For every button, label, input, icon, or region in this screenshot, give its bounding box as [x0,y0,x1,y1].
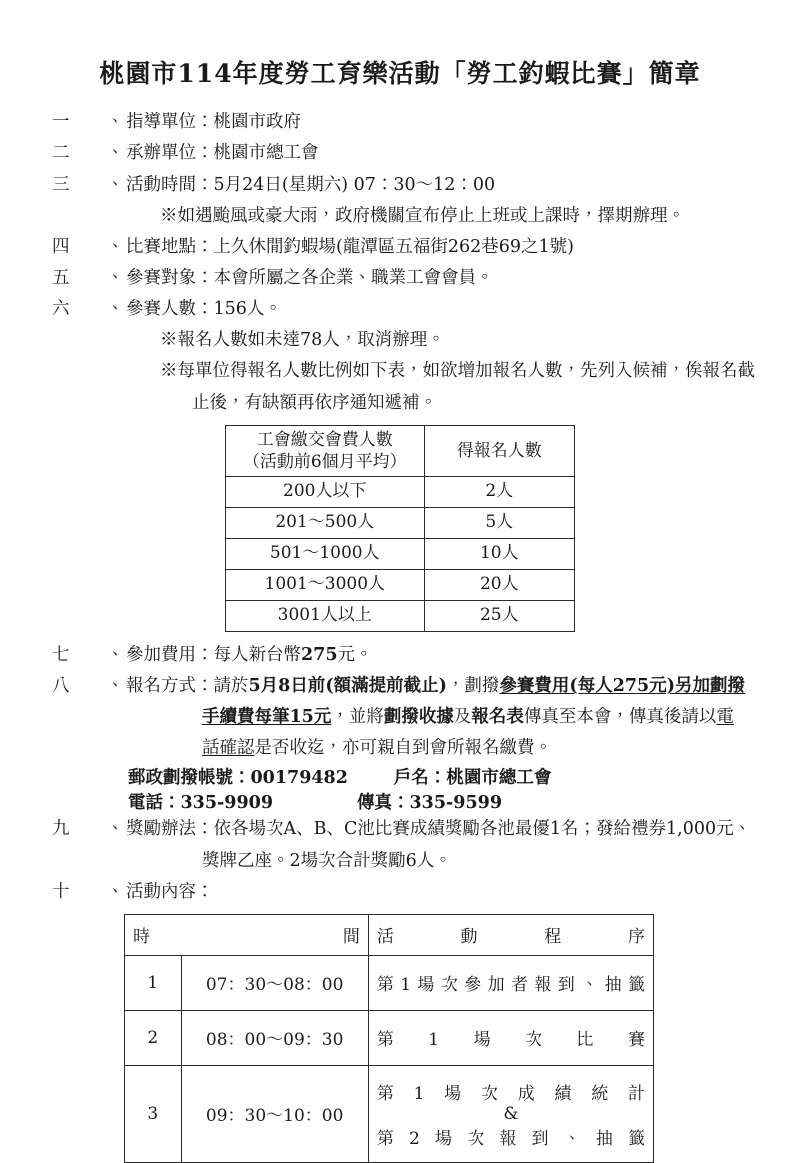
schedule-program-line: 第2場次報到、抽籤 [376,1128,645,1149]
quota-range-cell: 1001～3000人 [226,569,425,600]
item-6-participant-count [52,294,755,419]
item-8-l2-conj: 及 [453,707,472,728]
schedule-row-program [368,955,653,1010]
schedule-header-program [368,914,653,955]
item-9-number: 九、 [52,819,124,840]
item-6-text: 參賽人數：156人。 [126,299,282,320]
item-8-l1-transfer: ，劃撥 [446,675,500,696]
item-8-l3-confirm: 話確認 [202,738,255,759]
quota-header-line-2: （活動前6個月平均） [242,451,407,472]
table-row [226,569,575,600]
item-8-deadline: 5月8日前(額滿提前截止) [248,675,447,696]
table-header-row [125,914,654,955]
item-5-number: 五、 [52,267,124,288]
item-3-number: 三、 [52,174,124,195]
item-2-text: 承辦單位：桃園市總工會 [126,143,319,164]
schedule-program-line: 第1場次成績統計 [376,1083,645,1104]
item-8-receipt: 劃撥收據 [383,707,454,728]
schedule-header-time [125,914,369,955]
fax-value: 335-9599 [409,793,502,814]
postal-account-value: 00179482 [250,768,348,789]
item-4-number: 四、 [52,236,124,257]
item-9-line-1: 獎勵辦法：依各場次A、B、C池比賽成績獎勵各池最優1名；發給禮券1,000元、 [126,819,752,840]
table-row [226,538,575,569]
item-1-number: 一、 [52,112,124,133]
item-2-number: 二、 [52,143,124,164]
item-6-note-1: ※報名人數如未達78人，取消辦理。 [160,330,445,351]
quota-value-cell: 10人 [424,538,574,569]
item-5-participants [52,263,748,294]
quota-range-cell: 501～1000人 [226,538,425,569]
item-8-fee-emphasis: 參賽費用(每人275元)另加劃撥 [499,675,746,696]
item-10-program [52,877,748,908]
postal-account-label: 郵政劃撥帳號： [128,768,251,789]
table-row [125,1010,654,1065]
table-row [226,507,575,538]
schedule-program-line: 第1場次比賽 [376,1030,645,1051]
item-8-line-2 [202,702,748,733]
item-8-number: 八、 [52,675,124,696]
schedule-row-number: 2 [125,1010,182,1065]
item-9-line-2: 獎牌乙座。2場次合計獎勵6人。 [202,850,452,871]
table-row [125,955,654,1010]
item-8-l2-fax-to: 傳真至本會，傳真後請以 [523,707,717,728]
item-8-l3-rest: 是否收迄，亦可親自到會所報名繳費。 [254,738,552,759]
quota-value-cell: 20人 [424,569,574,600]
item-7-text [126,640,748,671]
schedule-header-program-label: 活動程序 [376,927,645,948]
item-9-awards [52,814,752,876]
item-8-registration-method [52,671,748,764]
schedule-row-number: 1 [125,955,182,1010]
quota-range-cell: 201～500人 [226,507,425,538]
item-8-label: 報名方式： [126,675,214,696]
phone-label: 電話： [128,793,181,814]
quota-range-cell: 200人以下 [226,476,425,507]
schedule-row-time: 07：30～08：00 [181,955,368,1010]
item-4-text: 比賽地點：上久休閒釣蝦場(龍潭區五福街262巷69之1號) [126,236,574,257]
phone-fax-line [128,789,748,814]
item-10-number: 十、 [52,881,124,902]
account-name-value: 桃園市總工會 [446,768,552,789]
item-8-l2-and: ，並將 [331,707,384,728]
item-7-fee [52,640,748,671]
item-7-number: 七、 [52,644,124,665]
quota-value-cell: 25人 [424,600,574,631]
schedule-row-time: 08：00～09：30 [181,1010,368,1065]
item-1-text: 指導單位：桃園市政府 [126,112,301,133]
item-3-note: ※如遇颱風或豪大雨，政府機關宣布停止上班或上課時，擇期辦理。 [160,205,685,226]
quota-header-line-1: 工會繳交會費人數 [256,429,393,450]
schedule-program-line: & [503,1103,519,1124]
item-7-suffix: 元。 [337,644,373,665]
schedule-row-time: 09：30～10：00 [181,1065,368,1162]
account-name-label: 戶名： [393,768,447,789]
item-3-event-time [52,170,748,232]
item-3-text: 活動時間：5月24日(星期六) 07：30～12：00 [126,174,496,195]
quota-value-cell: 5人 [424,507,574,538]
schedule-table [124,914,654,1163]
table-header-row [226,425,575,476]
item-8-l1-please-by: 請於 [213,675,249,696]
item-6-number: 六、 [52,299,124,320]
item-8-form: 報名表 [471,707,524,728]
schedule-row-number: 3 [125,1065,182,1162]
schedule-row-program [368,1010,653,1065]
item-8-line-3 [202,733,748,764]
item-1-guiding-unit [52,107,748,138]
item-8-handling-fee: 手續費每筆15元 [202,707,332,728]
item-2-organizing-unit [52,138,748,169]
quota-header-allowed: 得報名人數 [424,425,574,476]
item-8-l2-phone-start: 電 [716,707,734,728]
page-title: 桃園市114年度勞工育樂活動「勞工釣蝦比賽」簡章 [99,59,701,88]
item-5-text: 參賽對象：本會所屬之各企業、職業工會會員。 [126,267,494,288]
phone-value: 335-9909 [180,793,273,814]
item-6-note-2: ※每單位得報名人數比例如下表，如欲增加報名人數，先列入候補，俟報名截 [160,361,755,382]
schedule-row-program [368,1065,653,1162]
schedule-table-wrapper [52,908,748,1163]
fax-label: 傳真： [357,793,410,814]
schedule-header-time-label: 時間 [133,927,360,948]
quota-range-cell: 3001人以上 [226,600,425,631]
item-10-text: 活動內容： [126,881,214,902]
item-8-line-1 [126,671,748,702]
quota-value-cell: 2人 [424,476,574,507]
item-7-prefix: 參加費用：每人新台幣 [126,644,301,665]
item-6-note-2-continued: 止後，有缺額再依序通知遞補。 [192,392,437,413]
item-7-amount: 275 [301,644,338,665]
postal-account-line [128,764,748,789]
table-row [226,600,575,631]
quota-header-fee-count [226,425,425,476]
quota-table-wrapper [52,419,748,640]
table-row [125,1065,654,1162]
item-4-venue [52,232,748,263]
quota-table [225,425,575,632]
schedule-program-line: 第1場次參加者報到、抽籤 [376,975,645,996]
table-row [226,476,575,507]
